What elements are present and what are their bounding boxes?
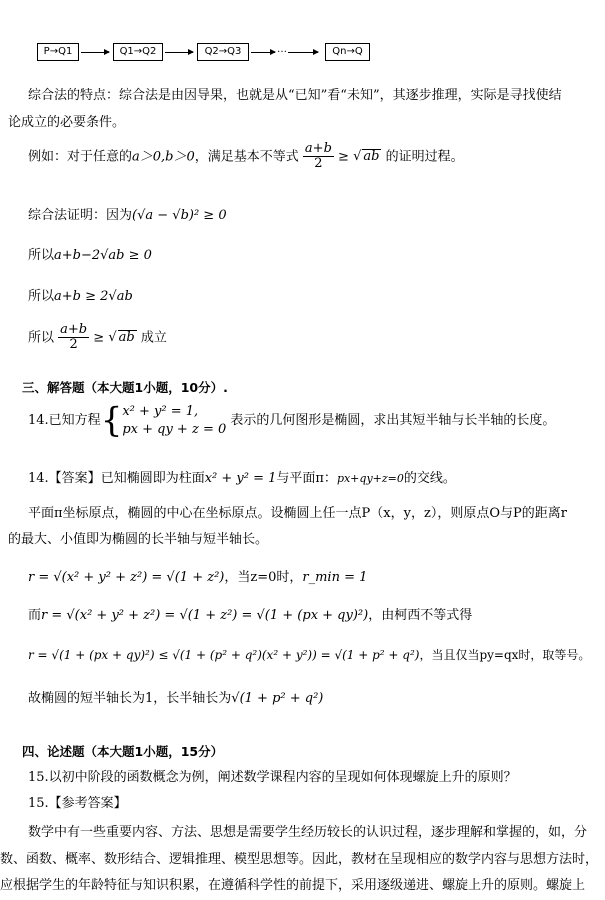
proof-prefix: 综合法证明：因为: [28, 208, 133, 223]
ans14-line1: [28, 467, 456, 486]
r2-line: [28, 604, 472, 623]
example-suffix: 的证明过程。: [385, 149, 464, 165]
ans15-label: 15.【参考答案】: [28, 796, 127, 811]
ans14-l1e: 的交线。: [403, 471, 456, 486]
section4-title: 四、论述题（本大题1小题，15分）: [22, 744, 224, 759]
step2-line: [28, 285, 133, 304]
r-min: r_min = 1: [302, 570, 368, 585]
ans14-l1a: 已知椭圆即为柱面: [100, 471, 205, 486]
r-expr: r = √(x² + y² + z²) = √(1 + z²): [28, 570, 225, 585]
ans14-l1c: 与平面π：: [276, 471, 337, 486]
flow-box-1: P→Q1: [37, 43, 79, 61]
q14-eq2: px + qy + z = 0: [122, 421, 227, 437]
ans14-l1d: px+qy+z=0: [336, 472, 404, 485]
example-fraction: $\frac{a+b}{2}$: [304, 141, 332, 172]
example-ge: ≥: [338, 149, 349, 165]
step2-prefix: 所以: [28, 289, 55, 304]
r2-expr: r = √(x² + y² + z²) = √(1 + z²) = √(1 + (px + qy)²): [41, 608, 369, 623]
flow-arrow-2: [165, 52, 193, 53]
flow-box-3: Q2→Q3: [197, 43, 249, 61]
flow-box-4: Qn→Q: [325, 43, 370, 61]
proof-line: [28, 204, 227, 223]
step3-sqrt-sign: [108, 330, 116, 345]
section3-title: 三、解答题（本大题1小题，10分）.: [22, 380, 228, 395]
synthesis-desc-line1: 综合法的特点：综合法是由因导果，也就是从“已知”看“未知”，其逐步推理，实际是寻找使结: [28, 88, 562, 103]
ans14-label: 14.【答案】: [28, 471, 101, 486]
step3-fraction: $\frac{a+b}{2}$: [60, 322, 88, 353]
example-prefix: 例如：对于任意的: [28, 149, 133, 165]
example-sqrt-sign: [353, 149, 361, 164]
r-cond: ，当z=0时，: [224, 570, 303, 585]
q14-brace: {: [100, 400, 123, 441]
r2-prefix: 而: [28, 608, 42, 623]
q14-line: [28, 400, 556, 441]
q14-system: [122, 403, 226, 438]
step1-expr: a+b−2√ab ≥ 0: [54, 248, 152, 263]
ans15-line2: 数、函数、概率、数形结合、逻辑推理、模型思想等。因此，教材在呈现相应的数学内容与思想方法时，: [0, 852, 599, 867]
example-line: [28, 142, 464, 172]
ans14-line3: 的最大、小值即为椭圆的长半轴与短半轴长。: [8, 532, 269, 547]
example-radicand: ab: [363, 149, 380, 165]
example-mid: ，满足基本不等式: [194, 149, 299, 165]
conclusion-line: [28, 687, 323, 706]
flow-box-2: Q1→Q2: [113, 43, 163, 61]
flow-dots: …: [277, 44, 287, 55]
r3-suffix: ，当且仅当py=qx时，取等号。: [419, 648, 591, 662]
ans14-l1b: x² + y² = 1: [204, 471, 277, 486]
conclusion-prefix: 故椭圆的短半轴长为1，长半轴长为: [28, 691, 232, 706]
q14-eq1: x² + y² = 1,: [122, 404, 199, 419]
step3-prefix: 所以: [28, 330, 55, 346]
step1-line: [28, 244, 152, 263]
step3-ge: ≥: [93, 330, 105, 346]
flow-arrow-3: [251, 52, 275, 53]
q14-suffix: 表示的几何图形是椭圆，求出其短半轴与长半轴的长度。: [230, 413, 556, 429]
step3-line: [28, 323, 167, 353]
q15-line: 15.以初中阶段的函数概念为例，阐述数学课程内容的呈现如何体现螺旋上升的原则？: [28, 770, 517, 785]
ans15-line1: 数学中有一些重要内容、方法、思想是需要学生经历较长的认识过程，逐步理解和掌握的，如，分: [28, 825, 588, 840]
step3-radicand: ab: [118, 330, 135, 346]
step3-suffix: 成立: [140, 330, 167, 346]
step2-expr: a+b ≥ 2√ab: [54, 289, 133, 304]
flow-arrow-1: [81, 52, 109, 53]
ans14-line2: 平面π坐标原点，椭圆的中心在坐标原点。设椭圆上任一点P（x，y，z），则原点O与P的距离r: [28, 506, 567, 521]
r3-line: [28, 646, 590, 663]
r-line: [28, 566, 367, 585]
proof-expr: (√a − √b)² ≥ 0: [132, 208, 227, 223]
r2-suffix: ，由柯西不等式得: [368, 608, 473, 623]
flow-arrow-4: [288, 52, 318, 53]
q14-prefix: 14.已知方程: [28, 413, 101, 429]
conclusion-expr: √(1 + p² + q²): [231, 691, 324, 706]
r3-expr: r = √(1 + (px + qy)²) ≤ √(1 + (p² + q²)(x² + y²)) = √(1 + p² + q²): [28, 648, 420, 662]
step1-prefix: 所以: [28, 248, 55, 263]
synthesis-desc-line2: 论成立的必要条件。: [8, 115, 126, 130]
ans15-line3: 应根据学生的年龄特征与知识积累，在遵循科学性的前提下，采用逐级递进、螺旋上升的原则。螺旋上: [0, 878, 586, 893]
example-cond: a＞0,b＞0: [132, 149, 195, 165]
